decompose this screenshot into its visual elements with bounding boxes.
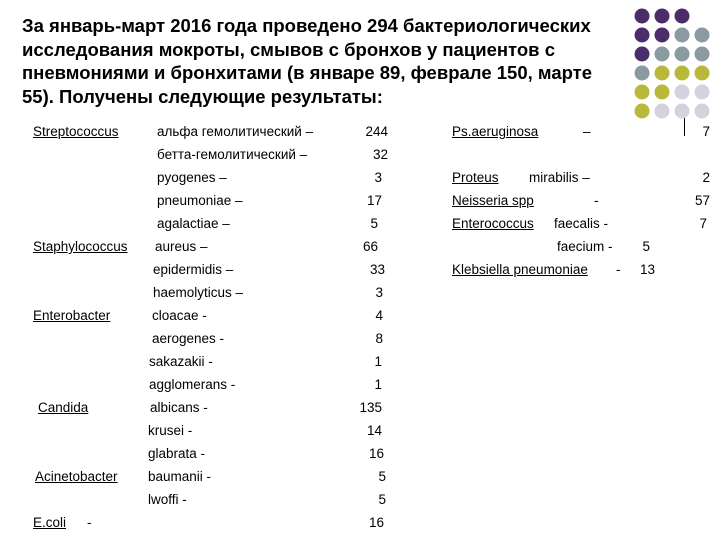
genus-label: Enterobacter — [33, 308, 111, 323]
decorative-dot — [695, 47, 710, 62]
species-label: cloacae - — [152, 308, 207, 323]
title-line: исследования мокроты, смывов с бронхов у пациентов с — [22, 38, 555, 60]
title-line: За январь-март 2016 года проведено 294 бактериологических — [22, 15, 591, 36]
decorative-dot — [675, 9, 690, 24]
count-value: 135 — [359, 400, 382, 415]
count-value: 5 — [370, 216, 378, 231]
count-value: 13 — [639, 262, 655, 277]
organism-label: Ps.aeruginosa — [452, 124, 539, 139]
genus-label: Acinetobacter — [35, 469, 118, 484]
organism-label: Neisseria spp — [452, 193, 534, 208]
genus-label: E.coli — [33, 515, 67, 530]
decorative-dot — [695, 104, 710, 119]
species-label: baumanii - — [148, 469, 212, 484]
count-value: 3 — [375, 285, 383, 300]
species-label: sakazakii - — [149, 354, 213, 369]
species-label: mirabilis – — [529, 170, 590, 185]
count-value: 5 — [642, 239, 650, 254]
species-label: agglomerans - — [149, 377, 236, 392]
species-label: aerogenes - — [152, 331, 225, 346]
species-label: faecium - — [557, 239, 613, 254]
decorative-dot — [675, 66, 690, 81]
count-value: 66 — [362, 239, 378, 254]
decorative-dot — [675, 104, 690, 119]
organism-label: Proteus — [452, 170, 499, 185]
count-value: 5 — [378, 469, 386, 484]
count-value: 16 — [368, 515, 384, 530]
count-value: 7 — [699, 216, 707, 231]
count-value: 33 — [369, 262, 385, 277]
species-label: faecalis - — [554, 216, 609, 231]
species-label: epidermidis – — [153, 262, 234, 277]
species-label: agalactiae – — [157, 216, 230, 231]
decorative-dot — [695, 85, 710, 100]
count-value: 17 — [366, 193, 382, 208]
decorative-dot — [675, 47, 690, 62]
dash-separator: - — [616, 262, 621, 277]
count-value: 4 — [375, 308, 383, 323]
decorative-dot — [675, 85, 690, 100]
count-value: 5 — [378, 492, 386, 507]
genus-label: Staphylococcus — [33, 239, 128, 254]
count-value: 2 — [702, 170, 710, 185]
decorative-dot — [695, 28, 710, 43]
species-label: glabrata - — [148, 446, 206, 461]
count-value: 7 — [702, 124, 710, 139]
genus-label: Candida — [38, 400, 89, 415]
title-line: 55). Получены следующие результаты: — [22, 85, 383, 107]
species-label: альфа гемолитический – — [157, 124, 314, 139]
species-label: haemolyticus – — [153, 285, 244, 300]
species-label: pyogenes – — [157, 170, 227, 185]
count-value: 14 — [366, 423, 382, 438]
count-value: 16 — [368, 446, 384, 461]
species-label: бетта-гемолитический – — [157, 147, 308, 162]
count-value: 1 — [374, 354, 382, 369]
count-value: 1 — [374, 377, 382, 392]
page-title — [22, 14, 662, 108]
genus-label: Streptococcus — [33, 124, 119, 139]
species-label: lwoffi - — [148, 492, 187, 507]
count-value: 3 — [374, 170, 382, 185]
dash-separator: – — [583, 124, 591, 139]
species-label: aureus – — [155, 239, 208, 254]
dash-separator: - — [594, 193, 599, 208]
species-label: albicans - — [150, 400, 208, 415]
organism-label: Klebsiella pneumoniae — [452, 262, 588, 277]
count-value: 8 — [375, 331, 383, 346]
title-line: пневмониями и бронхитами (в январе 89, феврале 150, марте — [22, 62, 593, 83]
species-label: - — [87, 515, 92, 530]
species-label: pneumoniae – — [157, 193, 243, 208]
decorative-dot — [695, 66, 710, 81]
species-label: krusei - — [148, 423, 193, 438]
count-value: 244 — [365, 124, 388, 139]
decorative-dot — [675, 28, 690, 43]
count-value: 57 — [694, 193, 710, 208]
count-value: 32 — [372, 147, 388, 162]
organism-label: Enterococcus — [452, 216, 534, 231]
